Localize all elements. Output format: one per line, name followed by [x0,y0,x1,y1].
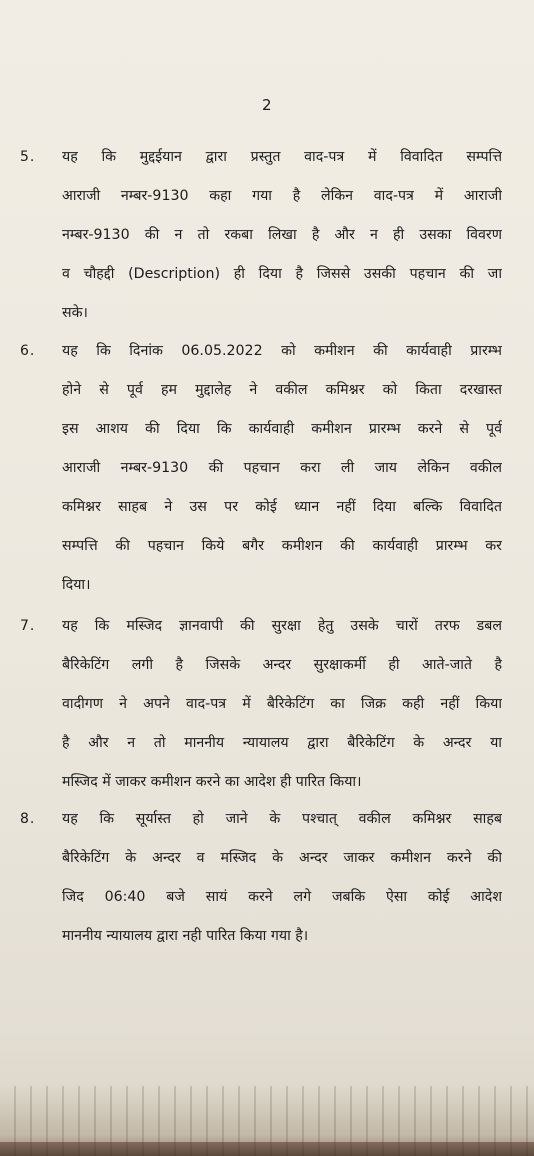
page-edge [0,1142,534,1156]
paragraph-line: दिया। [62,577,91,593]
paragraph-line: यह कि मुद्दईयान द्वारा प्रस्तुत वाद-पत्र में विवादित सम्पत्ति [62,149,502,165]
paragraph-line: बैरिकेटिंग के अन्दर व मस्जिद के अन्दर जाकर कमीशन करने की [62,850,502,866]
paragraph-line: बैरिकेटिंग लगी है जिसके अन्दर सुरक्षाकर्मी ही आते-जाते है [62,657,502,673]
paragraph-line: आराजी नम्बर-9130 की पहचान करा ली जाय लेकिन वकील [62,460,502,476]
page-number: 2 [261,96,273,114]
paragraph-line: व चौहद्दी (Description) ही दिया है जिससे उसकी पहचान की जा [62,266,502,282]
paragraph-line: है और न तो माननीय न्यायालय द्वारा बैरिकेटिंग के अन्दर या [62,735,502,751]
paragraph-line: इस आशय की दिया कि कार्यवाही कमीशन प्रारम्भ करने से पूर्व [62,421,502,437]
paragraph-line: वादीगण ने अपने वाद-पत्र में बैरिकेटिंग का जिक्र कही नहीं किया [62,696,502,712]
paragraph-line: कमिश्नर साहब ने उस पर कोई ध्यान नहीं दिया बल्कि विवादित [62,499,502,515]
paragraph-line: माननीय न्यायालय द्वारा नही पारित किया गया है। [62,928,309,944]
paragraph-line: जिद 06:40 बजे सायं करने लगे जबकि ऐसा कोई आदेश [62,889,502,905]
paragraph-line: यह कि दिनांक 06.05.2022 को कमीशन की कार्यवाही प्रारम्भ [62,343,502,359]
paragraph-number: 5. [20,149,36,165]
paragraph-number: 6. [20,343,36,359]
paragraph-line: मस्जिद में जाकर कमीशन करने का आदेश ही पारित किया। [62,774,362,790]
paragraph-number: 7. [20,618,36,634]
paragraph-number: 8. [20,811,36,827]
paragraph-line: होने से पूर्व हम मुद्दालेह ने वकील कमिश्नर को किता दरखास्त [62,382,502,398]
paragraph-line: सम्पत्ति की पहचान किये बगैर कमीशन की कार्यवाही प्रारम्भ कर [62,538,502,554]
paragraph-line: यह कि सूर्यास्त हो जाने के पश्चात् वकील कमिश्नर साहब [62,811,502,827]
paragraph-line: आराजी नम्बर-9130 कहा गया है लेकिन वाद-पत्र में आराजी [62,188,502,204]
paragraph-line: सके। [62,305,88,321]
paragraph-line: यह कि मस्जिद ज्ञानवापी की सुरक्षा हेतु उसके चारों तरफ डबल [62,618,502,634]
paragraph-line: नम्बर-9130 की न तो रकबा लिखा है और न ही उसका विवरण [62,227,502,243]
